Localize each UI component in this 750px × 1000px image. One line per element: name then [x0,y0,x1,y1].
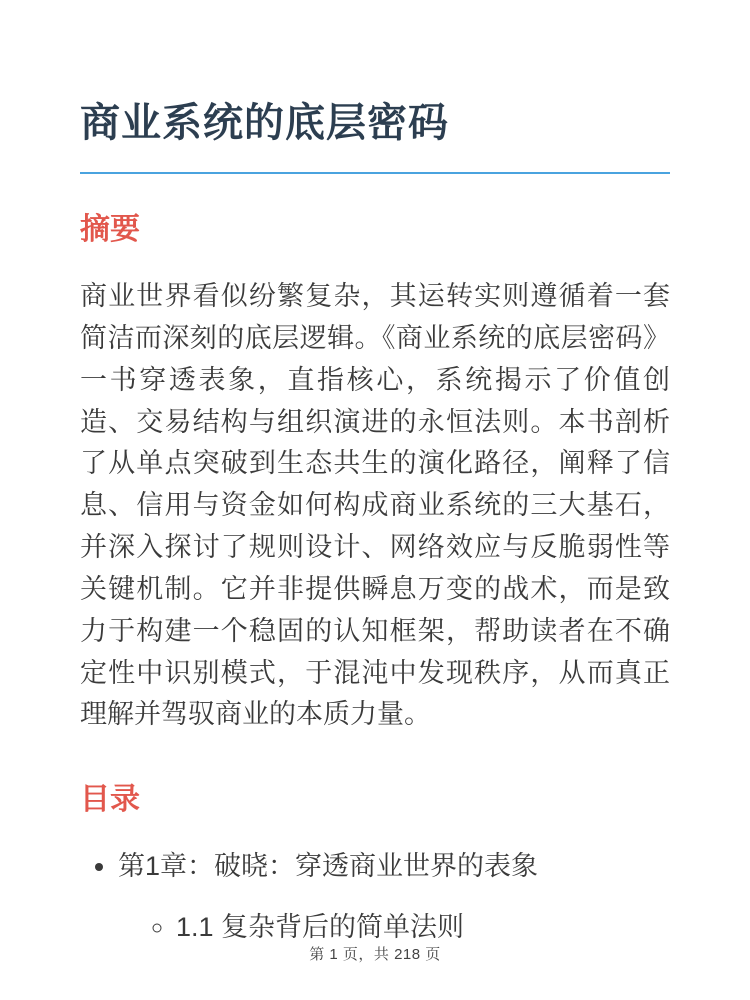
toc-sublist [118,907,670,948]
toc-section-label: 1.1 复杂背后的简单法则 [176,911,465,942]
page-title: 商业系统的底层密码 [80,101,449,145]
toc-list [80,846,670,947]
abstract-heading: 摘要 [80,213,140,246]
toc-chapter-item [118,846,670,947]
page-footer [0,943,750,964]
title-divider [80,172,670,174]
page-indicator: 第 1 页，共 218 页 [309,946,441,963]
toc-heading: 目录 [80,783,140,817]
toc-chapter-label: 第1章：破晓：穿透商业世界的表象 [118,851,539,882]
abstract-paragraph: 商业世界看似纷繁复杂，其运转实则遵循着一套简洁而深刻的底层逻辑。《商业系统的底层密码》一书穿透表象，直指核心，系统揭示了价值创造、交易结构与组织演进的永恒法则。本书剖析了从单点突破到生态共生的演化路径，阐释了信息、信用与资金如何构成商业系统的三大基石，并深入探讨了规则设计、网络效应与反脆弱性等关键机制。它并非提供瞬息万变的战术，而是致力于构建一个稳固的认知框架，帮助读者在不确定性中识别模式，于混沌中发现秩序，从而真正理解并驾驭商业的本质力量。 [80,281,670,730]
toc-section-item [176,907,670,948]
